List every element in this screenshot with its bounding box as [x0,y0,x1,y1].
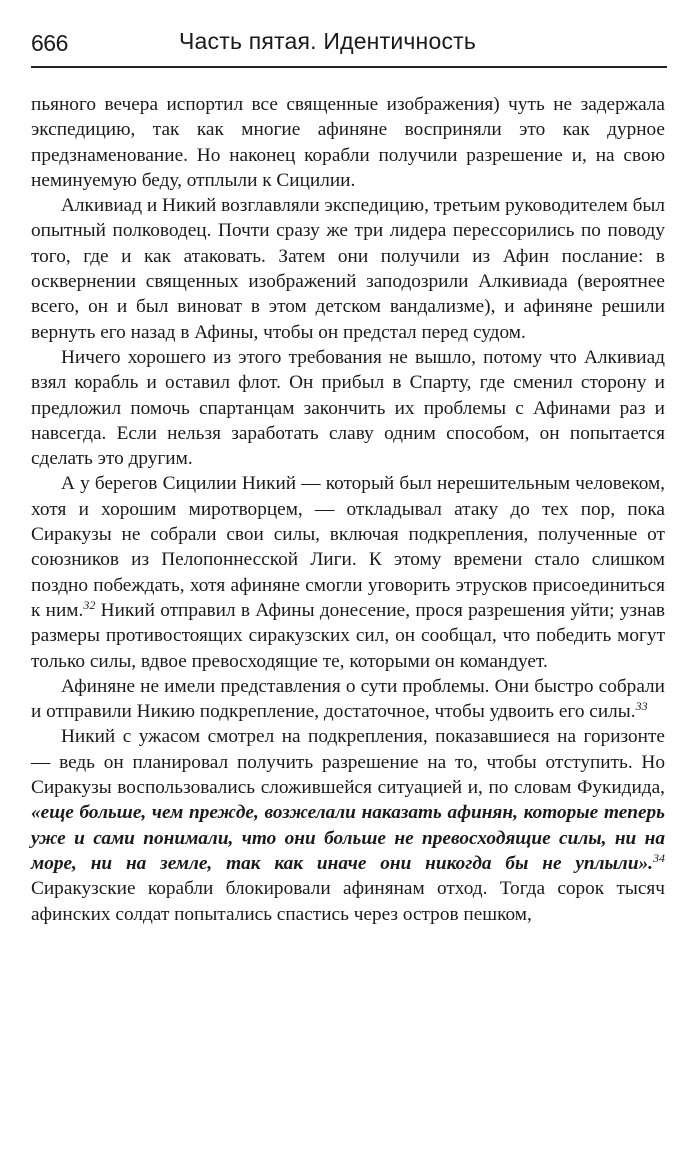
body-text [31,92,665,927]
paragraph-2 [31,193,665,345]
footnote-ref-34[interactable]: 34 [653,850,665,865]
thucydides-quote: «еще больше, чем прежде, возжелали наказать афинян, которые теперь уже и сами понимали, что они больше не превосходящие силы, ни на море, ни на земле, так как иначе они никогда бы не уплыли». [31,802,665,874]
footnote-ref-32[interactable]: 32 [83,597,96,612]
paragraph-text: Алкивиад и Никий возглавляли экспедицию, третьим руководителем был опытный полководец. Почти сразу же три лидера перессорились по поводу того, где и как атаковать. Затем они получили из Афин послание: в осквернении священных изображений заподозрили Алкивиада (вероятнее всего, он и был виноват в этом детском вандализме), и афиняне решили вернуть его назад в Афины, чтобы он предстал перед судом. [31,195,665,343]
page-number: 666 [31,30,68,56]
paragraph-5 [31,674,665,725]
running-head: Часть пятая. Идентичность [179,28,477,54]
paragraph-text: Ничего хорошего из этого требования не вышло, потому что Алкивиад взял корабль и оставил флот. Он прибыл в Спарту, где сменил сторону и предложил помочь спартанцам закончить их проблемы с Афинами раз и навсегда. Если нельзя заработать славу одним способом, он попытается сделать это другим. [31,346,665,470]
paragraph-text: Никий с ужасом смотрел на подкрепления, показавшиеся на горизонте — ведь он планировал получить разрешение на то, чтобы отступить. Но Сиракузы воспользовались сложившейся ситуацией и, по словам Фукидида, [31,726,665,799]
paragraph-1 [31,92,665,193]
paragraph-text: Никий отправил в Афины донесение, прося разрешения уйти; узнав размеры противостоящих сиракузских сил, он сообщал, что победить могут только силы, вдвое превосходящие те, которыми он командует. [31,599,665,672]
paragraph-text: пьяного вечера испортил все священные изображения) чуть не задержала экспедицию, так как многие афиняне восприняли это как дурное предзнаменование. Но наконец корабли получили разрешение и, на свою неминуемую беду, отплыли к Сицилии. [31,94,665,191]
footnote-ref-33[interactable]: 33 [635,699,648,714]
paragraph-3 [31,345,665,471]
page-header [31,26,667,68]
paragraph-text: А у берегов Сицилии Никий — который был нерешительным человеком, хотя и хорошим миротворцем, — откладывал атаку до тех пор, пока Сиракузы не собрали свои силы, включая подкрепления, полученные от союзников из Пелопоннесской Лиги. К этому времени стало слишком поздно побеждать, хотя афиняне смогли уговорить этрусков присоединиться к ним. [31,473,665,621]
paragraph-6 [31,724,665,926]
paragraph-4 [31,471,665,673]
paragraph-text: Афиняне не имели представления о сути проблемы. Они быстро собрали и отправили Никию подкрепление, достаточное, чтобы удвоить его силы. [31,675,665,723]
paragraph-text: Сиракузские корабли блокировали афинянам отход. Тогда сорок тысяч афинских солдат попытались спастись через остров пешком, [31,878,665,925]
